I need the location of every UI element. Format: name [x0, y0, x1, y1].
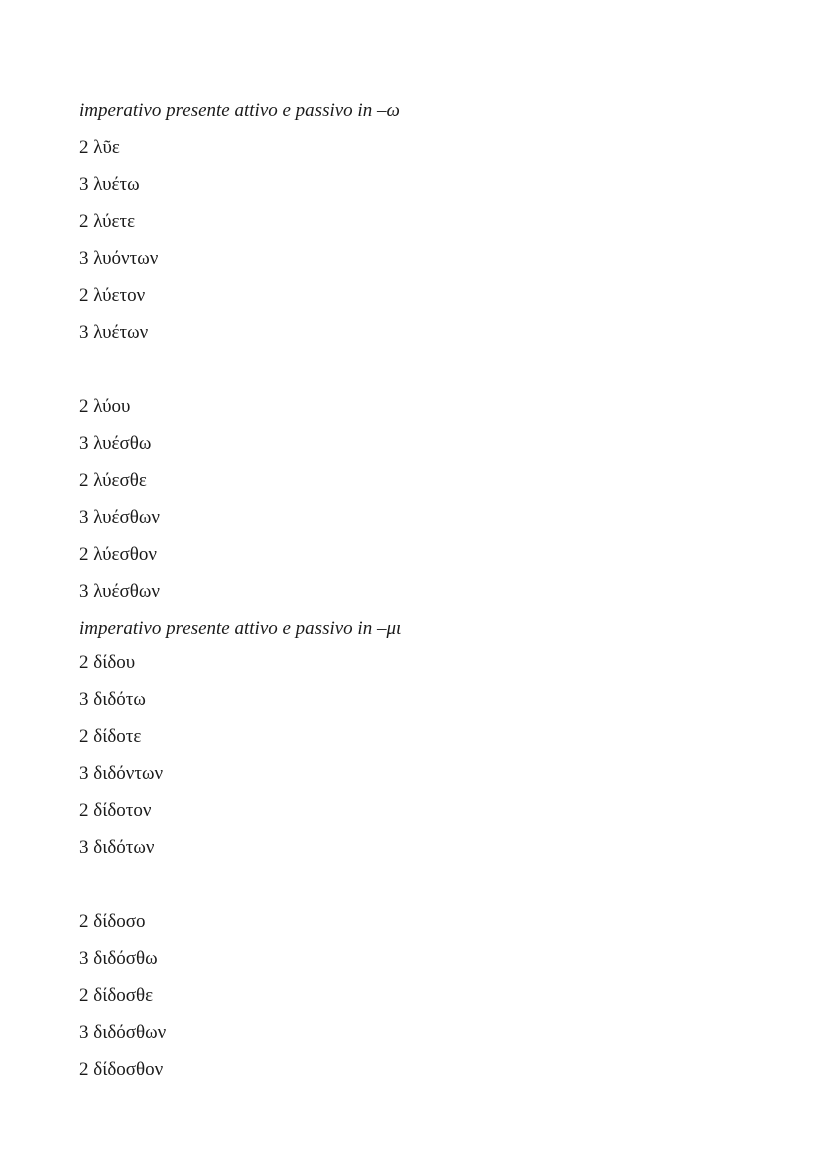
conjugation-line: 2 λύεσθε — [79, 470, 147, 491]
conjugation-line: 3 διδότων — [79, 837, 155, 858]
conjugation-line: 2 δίδοτον — [79, 800, 152, 821]
conjugation-line: 2 δίδοτε — [79, 726, 142, 747]
section-heading-omega: imperativo presente attivo e passivo in –ω — [79, 100, 400, 121]
conjugation-line: 3 διδόσθω — [79, 948, 158, 969]
conjugation-line: 3 διδόσθων — [79, 1022, 167, 1043]
conjugation-line: 2 λῦε — [79, 137, 120, 158]
conjugation-line: 3 λυόντων — [79, 248, 159, 269]
conjugation-line: 2 δίδου — [79, 652, 136, 673]
conjugation-line: 3 διδόντων — [79, 763, 164, 784]
conjugation-line: 3 διδότω — [79, 689, 146, 710]
conjugation-line: 3 λυέσθω — [79, 433, 152, 454]
conjugation-line: 2 λύετον — [79, 285, 146, 306]
conjugation-line: 3 λυέσθων — [79, 507, 160, 528]
conjugation-line: 2 λύεσθον — [79, 544, 157, 565]
conjugation-line: 2 λύου — [79, 396, 131, 417]
conjugation-line: 2 δίδοσθον — [79, 1059, 164, 1080]
conjugation-line: 3 λυέσθων — [79, 581, 160, 602]
conjugation-line: 2 δίδοσο — [79, 911, 146, 932]
conjugation-line: 2 λύετε — [79, 211, 136, 232]
conjugation-line: 3 λυέτων — [79, 322, 149, 343]
conjugation-line: 3 λυέτω — [79, 174, 140, 195]
conjugation-line: 2 δίδοσθε — [79, 985, 154, 1006]
section-heading-mi: imperativo presente attivo e passivo in –μι — [79, 618, 402, 639]
